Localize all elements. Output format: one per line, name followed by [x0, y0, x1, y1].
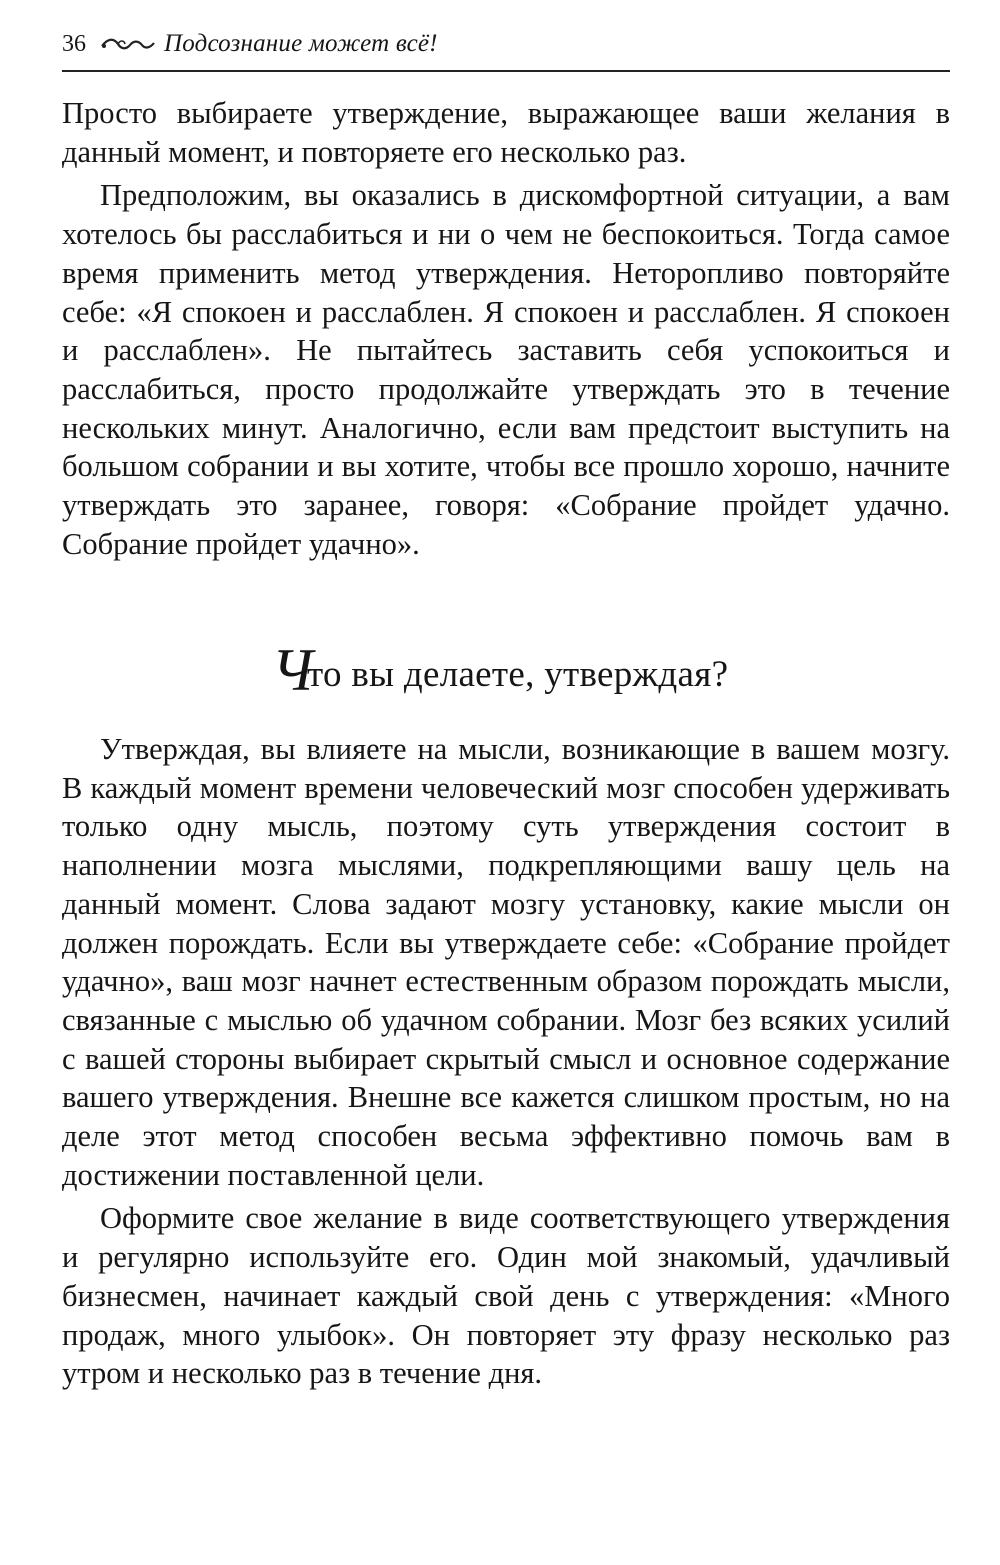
section-paragraph-1: Утверждая, вы влияете на мысли, возникающие в вашем мозгу. В каждый момент времени человеческий мозг способен удерживать только одну мысль, поэтому суть утверждения состоит в наполнении мозга мыслями, подкрепляющими вашу цель на данный момент. Слова задают мозгу установку, какие мысли он должен порождать. Если вы утверждаете себе: «Собрание пройдет удачно», ваш мозг начнет естественным образом порождать мысли, связанные с мыслью об удачном собрании. Мозг без всяких усилий с вашей стороны выбирает скрытый смысл и основное содержание вашего утверждения. Внешне все кажется слишком простым, но на деле этот метод способен весьма эффективно помочь вам в достижении поставленной цели.	[62, 732, 950, 1192]
intro-paragraph-1: Просто выбираете утверждение, выражающее ваши желания в данный момент, и повторяете его несколько раз.	[62, 96, 950, 169]
heading-initial: Ч	[271, 637, 308, 703]
header-rule	[62, 70, 950, 72]
section-heading	[0, 636, 1000, 705]
intro-paragraph-2: Предположим, вы оказались в дискомфортной ситуации, а вам хотелось бы расслабиться и ни о чем не беспокоиться. Тогда самое время применить метод утверждения. Неторопливо повторяйте себе: «Я спокоен и расслаблен. Я спокоен и расслаблен. Я спокоен и расслаблен». Не пытайтесь заставить себя успокоиться и расслабиться, просто продолжайте утверждать это в течение нескольких минут. Аналогично, если вам предстоит выступить на большом собрании и вы хотите, чтобы все прошло хорошо, начните утверждать это заранее, говоря: «Собрание пройдет удачно. Собрание пройдет удачно».	[62, 178, 950, 561]
page-number: 36	[62, 31, 86, 57]
flourish-icon	[100, 36, 156, 54]
intro-text	[62, 94, 950, 563]
section-text	[62, 730, 950, 1393]
heading-text: то вы делаете, утверждая?	[307, 654, 729, 695]
book-title: Подсознание может всё!	[164, 30, 438, 57]
section-paragraph-2: Оформите свое желание в виде соответствующего утверждения и регулярно используйте его. Один мой знакомый, удачливый бизнесмен, начинает каждый свой день с утверждения: «Много продаж, много улыбок». Он повторяет эту фразу несколько раз утром и несколько раз в течение дня.	[62, 1201, 950, 1391]
running-head	[62, 30, 950, 70]
